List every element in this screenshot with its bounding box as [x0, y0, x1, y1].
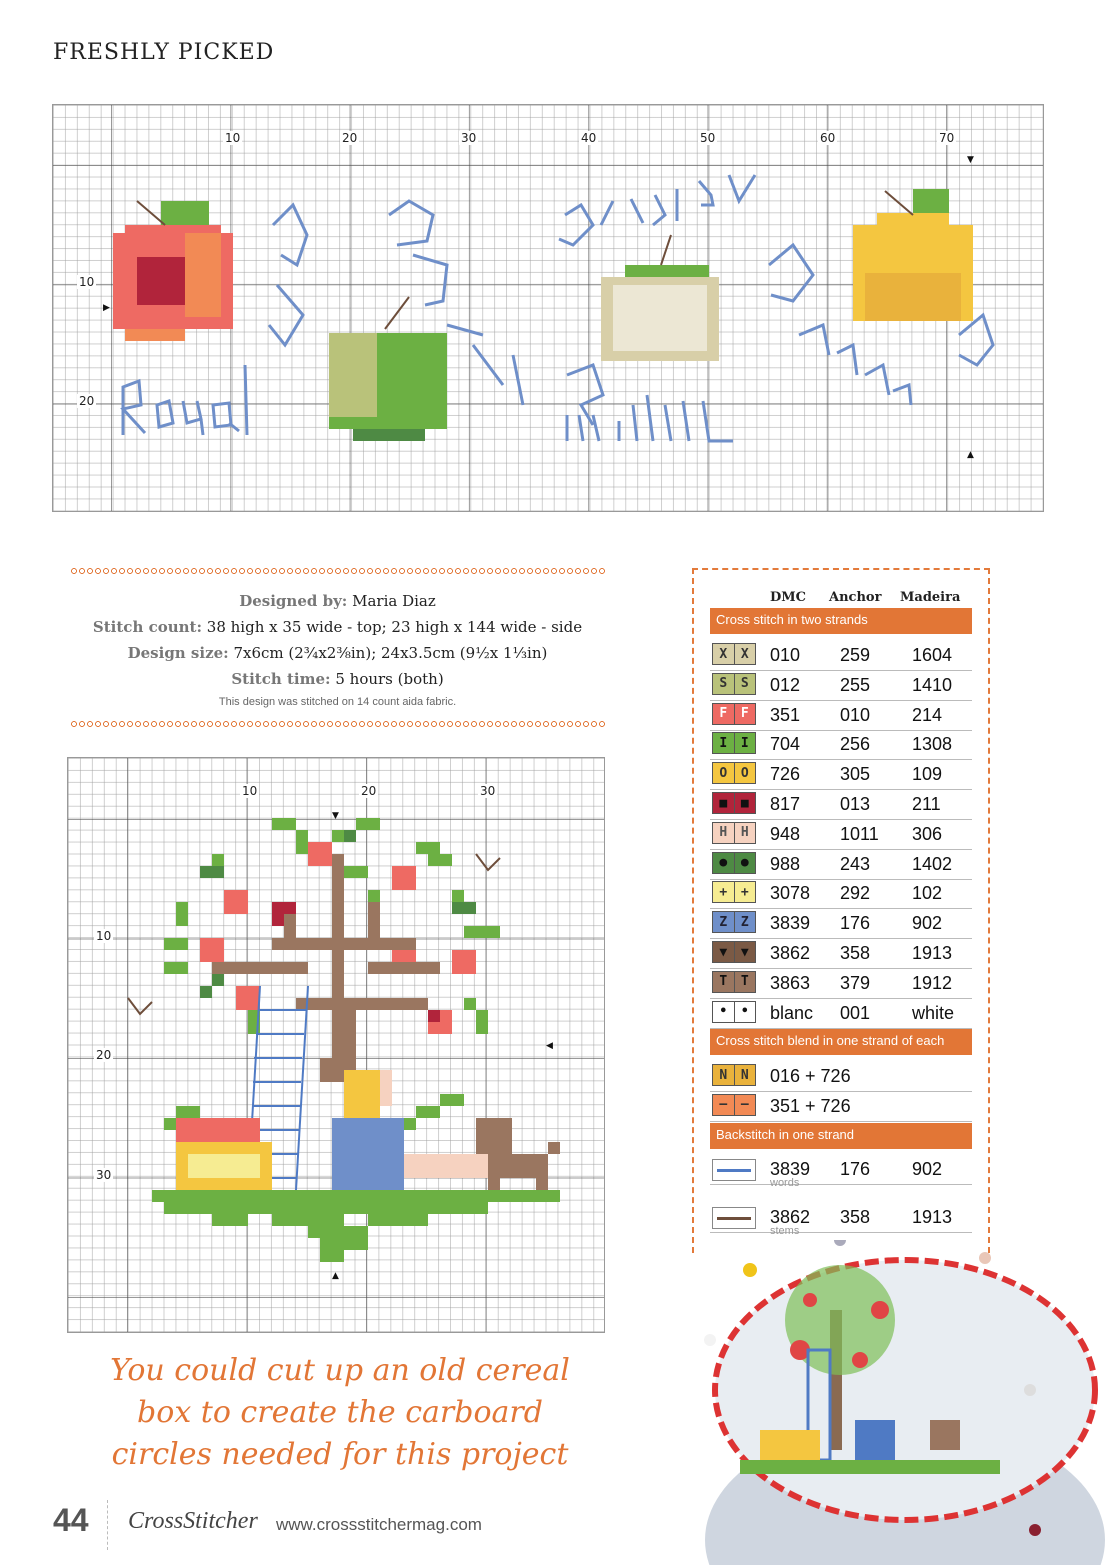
bottom-chart — [67, 757, 605, 1333]
symbol-cell: O — [735, 763, 756, 783]
madeira-code: 1913 — [912, 1207, 953, 1227]
y-tick-label: 20 — [96, 1048, 112, 1062]
dmc-code: 010 — [770, 645, 801, 665]
madeira-code: 214 — [912, 704, 943, 725]
divider — [70, 567, 605, 575]
dmc-code: 948 — [770, 823, 801, 844]
thread-row — [710, 641, 972, 671]
madeira-code: 1912 — [912, 972, 953, 993]
thread-swatch — [712, 643, 756, 665]
dmc-header: DMC — [770, 590, 807, 605]
dmc-code: 3839 — [770, 913, 811, 934]
tree-chart-stitches — [68, 758, 605, 1333]
symbol-cell: O — [713, 763, 735, 783]
x-tick-label: 60 — [820, 131, 836, 145]
symbol-cell: N — [713, 1065, 735, 1085]
symbol-cell: ■ — [735, 793, 756, 813]
y-tick-label: 10 — [96, 929, 112, 943]
usage-note: words — [770, 1177, 800, 1189]
anchor-code: 1011 — [840, 823, 879, 844]
madeira-code: 211 — [912, 794, 941, 814]
pincushion-photo — [690, 1240, 1107, 1565]
usage-note: stems — [770, 1225, 800, 1237]
value: Maria Diaz — [352, 592, 436, 610]
page-number: 44 — [53, 1502, 89, 1538]
thread-swatch — [712, 1064, 756, 1086]
blend-section-header: Cross stitch blend in one strand of each — [710, 1029, 972, 1055]
anchor-code: 256 — [840, 734, 871, 755]
thread-row — [710, 701, 972, 731]
thread-row — [710, 671, 972, 701]
madeira-code: 306 — [912, 823, 943, 844]
anchor-header: Anchor — [829, 590, 882, 605]
dmc-code: 3862 — [770, 943, 811, 963]
yellow-apple-motif — [853, 189, 973, 321]
symbol-cell: – — [713, 1095, 735, 1115]
symbol-cell: F — [735, 704, 756, 724]
thread-swatch — [712, 732, 756, 754]
center-marker: ▶ — [103, 303, 110, 313]
footer-divider — [107, 1500, 108, 1550]
symbol-cell: – — [735, 1095, 756, 1115]
backstitch-swatch — [712, 1207, 756, 1229]
symbol-cell: N — [735, 1065, 756, 1085]
madeira-code: 1308 — [912, 734, 953, 755]
anchor-code: 358 — [840, 1207, 871, 1227]
symbol-cell: + — [735, 882, 756, 902]
dmc-code: 012 — [770, 674, 801, 695]
dmc-code: 817 — [770, 794, 801, 814]
dmc-code: 351 — [770, 704, 801, 725]
thread-swatch — [712, 971, 756, 993]
pale-apple-motif — [601, 235, 719, 361]
x-tick-label: 30 — [461, 131, 477, 145]
thread-swatch — [712, 673, 756, 695]
anchor-code: 176 — [840, 1159, 871, 1179]
thread-swatch — [712, 911, 756, 933]
symbol-cell: X — [713, 644, 735, 664]
thread-row — [710, 730, 972, 760]
dmc-code: 3862 — [770, 1207, 811, 1227]
thread-row — [710, 1062, 972, 1092]
madeira-code: 1913 — [912, 943, 953, 963]
madeira-code: 1402 — [912, 853, 953, 874]
backstitch-section-header: Backstitch in one strand — [710, 1123, 972, 1149]
value: 38 high x 35 wide - top; 23 high x 144 wide - side — [206, 618, 583, 636]
symbol-cell: I — [735, 733, 756, 753]
green-apple-motif — [329, 297, 447, 441]
design-credits — [70, 588, 605, 712]
fabric-note: This design was stitched on 14 count aida fabric. — [218, 696, 457, 708]
dmc-code: blanc — [770, 1002, 814, 1023]
thread-swatch — [712, 762, 756, 784]
thread-row — [710, 879, 972, 909]
thread-row — [710, 760, 972, 790]
madeira-header: Madeira — [900, 590, 961, 605]
madeira-code: 1604 — [912, 645, 953, 665]
symbol-cell: ● — [713, 853, 735, 873]
x-tick-label: 40 — [581, 131, 597, 145]
thread-row — [710, 820, 972, 850]
tip-text: You could cut up an old cereal box to create the carboard circles needed for this project — [110, 1353, 570, 1472]
symbol-cell: H — [735, 823, 756, 843]
value: 7x6cm (2¾x2⅜in); 24x3.5cm (9½x 1⅓in) — [233, 644, 548, 662]
thread-row — [710, 999, 972, 1029]
birds — [128, 854, 500, 1014]
symbol-cell: I — [713, 733, 735, 753]
center-marker: ▲ — [967, 450, 974, 460]
thread-swatch — [712, 1001, 756, 1023]
symbol-cell: F — [713, 704, 735, 724]
x-tick-label: 30 — [480, 784, 496, 798]
label: Stitch time: — [231, 670, 331, 688]
madeira-code: 109 — [912, 764, 943, 785]
cross-stitch-section-header: Cross stitch in two strands — [710, 608, 972, 634]
thread-row — [710, 909, 972, 939]
backstitch-row — [710, 1203, 972, 1237]
madeira-code: 902 — [912, 1159, 943, 1179]
anchor-code: 013 — [840, 794, 871, 814]
value: 5 hours (both) — [335, 670, 444, 688]
x-tick-label: 20 — [361, 784, 377, 798]
dmc-code: 351 + 726 — [770, 1095, 851, 1116]
symbol-cell: S — [713, 674, 735, 694]
symbol-cell: • — [735, 1002, 756, 1022]
madeira-code: 1410 — [912, 674, 953, 695]
symbol-cell: • — [713, 1002, 735, 1022]
dmc-code: 3863 — [770, 972, 811, 993]
anchor-code: 358 — [840, 943, 871, 963]
symbol-cell: H — [713, 823, 735, 843]
anchor-code: 379 — [840, 972, 871, 993]
thread-row — [710, 790, 972, 820]
center-marker: ▼ — [332, 811, 339, 821]
thread-row — [710, 1092, 972, 1122]
red-apple-motif — [113, 201, 233, 341]
x-tick-label: 50 — [700, 131, 716, 145]
anchor-code: 001 — [840, 1002, 871, 1023]
dog-motif — [476, 1118, 560, 1190]
symbol-cell: Z — [735, 912, 756, 932]
label: Stitch count: — [92, 618, 202, 636]
symbol-cell: + — [713, 882, 735, 902]
dmc-code: 726 — [770, 764, 801, 785]
symbol-cell: ▼ — [735, 942, 756, 962]
symbol-cell: ■ — [713, 793, 735, 813]
section-title: FRESHLY PICKED — [53, 40, 275, 65]
label: Design size: — [127, 644, 229, 662]
label: Designed by: — [239, 592, 348, 610]
madeira-code: 902 — [912, 913, 943, 934]
x-tick-label: 20 — [342, 131, 358, 145]
backstitch-swatch — [712, 1159, 756, 1181]
top-chart — [52, 104, 1044, 512]
anchor-code: 255 — [840, 674, 871, 695]
symbol-cell: X — [735, 644, 756, 664]
thread-swatch — [712, 822, 756, 844]
y-tick-label: 30 — [96, 1168, 112, 1182]
thread-swatch — [712, 852, 756, 874]
anchor-code: 010 — [840, 704, 871, 725]
thread-row — [710, 969, 972, 999]
top-chart-stitches — [53, 105, 1044, 512]
center-marker: ▼ — [967, 155, 974, 165]
y-tick-label: 10 — [79, 275, 95, 289]
dmc-code: 3078 — [770, 883, 811, 904]
thread-swatch — [712, 1094, 756, 1116]
center-marker: ▲ — [332, 1271, 339, 1281]
anchor-code: 259 — [840, 645, 871, 665]
symbol-cell: ● — [735, 853, 756, 873]
symbol-cell: T — [735, 972, 756, 992]
madeira-code: 102 — [912, 883, 943, 904]
thread-swatch — [712, 881, 756, 903]
apple-basket — [176, 1118, 272, 1190]
symbol-cell: ▼ — [713, 942, 735, 962]
x-tick-label: 10 — [242, 784, 258, 798]
symbol-cell: T — [713, 972, 735, 992]
thread-row — [710, 850, 972, 880]
anchor-code: 176 — [840, 913, 871, 934]
dmc-code: 016 + 726 — [770, 1066, 851, 1086]
backstitch-row — [710, 1155, 972, 1189]
thread-swatch — [712, 703, 756, 725]
thread-swatch — [712, 792, 756, 814]
anchor-code: 243 — [840, 853, 871, 874]
x-tick-label: 70 — [939, 131, 955, 145]
x-tick-label: 10 — [225, 131, 241, 145]
anchor-code: 305 — [840, 764, 871, 785]
center-marker: ◀ — [546, 1041, 553, 1051]
dmc-code: 704 — [770, 734, 801, 755]
thread-row — [710, 939, 972, 969]
y-tick-label: 20 — [79, 394, 95, 408]
brand-logo: CrossStitcher — [128, 1508, 258, 1534]
thread-swatch — [712, 941, 756, 963]
symbol-cell: Z — [713, 912, 735, 932]
website-link[interactable]: www.crossstitchermag.com — [276, 1515, 482, 1534]
anchor-code: 292 — [840, 883, 871, 904]
divider — [70, 720, 605, 728]
dmc-code: 3839 — [770, 1159, 811, 1179]
madeira-code: white — [912, 1002, 955, 1023]
dmc-code: 988 — [770, 853, 801, 874]
symbol-cell: S — [735, 674, 756, 694]
